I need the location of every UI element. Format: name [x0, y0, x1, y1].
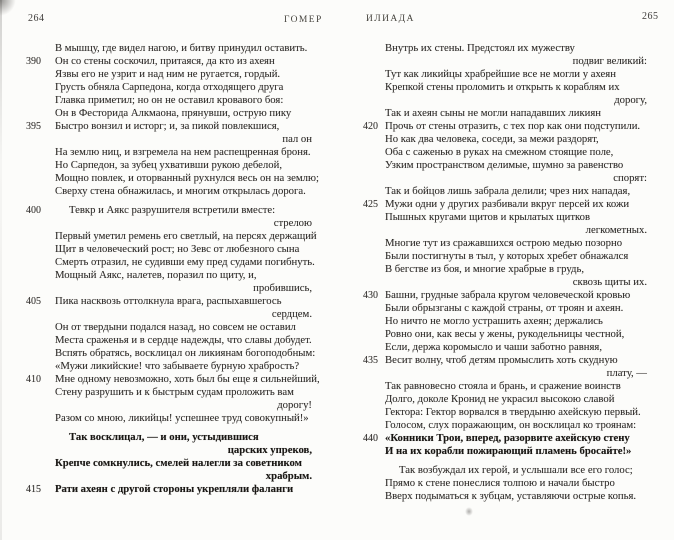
verse-text: Прямо к стене понеслися толпою и начали быстро — [385, 477, 615, 489]
poem-line — [26, 373, 320, 386]
poem-line — [26, 295, 312, 308]
poem-line — [55, 94, 312, 107]
page-edge-shadow — [0, 0, 2, 540]
verse-number: 435 — [363, 355, 378, 366]
poem-line — [55, 185, 312, 198]
poem-line — [55, 230, 317, 243]
verse-text: Пика насквозь оттолкнула врага, распыхавшегось — [55, 295, 282, 307]
verse-text: Пышных кругами щитов и крылатых щитков — [385, 211, 591, 223]
poem-line — [55, 386, 312, 399]
verse-text: Но ничто не могло устрашить ахеян; держались — [385, 315, 603, 327]
poem-line — [385, 172, 647, 185]
verse-text: Первый уметил ремень его светлый, на персях держащий — [55, 230, 317, 242]
poem-line — [55, 269, 312, 282]
poem-line — [385, 328, 647, 341]
verse-text: Голосом, слух поражающим, он восклицал ко троянам: — [385, 419, 637, 431]
verse-text: Весит волну, чтоб детям промыслить хоть скудную — [385, 354, 618, 366]
verse-text: дорогу! — [277, 399, 312, 411]
verse-text: Оба с саженью в руках на смежном стоящие поле, — [385, 146, 614, 158]
verse-text: Крепкой стены проломить и открыть к кораблям их — [385, 81, 620, 93]
verse-text: Рати ахеян с другой стороны укрепляли фаланги — [55, 483, 294, 495]
poem-line — [363, 289, 647, 302]
verse-text: Сверху стена обнажилась, и многим открылась дорога. — [55, 185, 306, 197]
poem-line — [55, 42, 312, 55]
poem-line — [385, 68, 647, 81]
verse-text: На землю ниц, и взгремела на нем распещренная броня. — [55, 146, 311, 158]
verse-text: Щит в человеческий рост; но Зевс от любезного сына — [55, 243, 300, 255]
poem-line — [385, 185, 647, 198]
poem-line — [55, 360, 312, 373]
poem-line — [385, 250, 647, 263]
verse-text: Башни, грудные забрала кругом человеческой кровью — [385, 289, 631, 301]
poem-line — [385, 107, 647, 120]
poem-line — [55, 334, 312, 347]
verse-text: плату, — — [606, 367, 647, 379]
verse-text: Узким пространством делимые, шумно за равенство — [385, 159, 624, 171]
verse-text: Он со стены соскочил, притаяся, да кто из ахеян — [55, 55, 275, 67]
poem-line — [385, 263, 647, 276]
poem-column-left — [26, 42, 320, 496]
poem-line — [385, 393, 647, 406]
verse-text: Гектора: Гектор ворвался в твердыню ахейскую первый. — [385, 406, 641, 418]
verse-text: «Мужи ликийские! что забываете бурную храбрость? — [55, 360, 300, 372]
poem-line — [385, 367, 647, 380]
verse-text: Тут как ликийцы храбрейшие все не могли у ахеян — [385, 68, 616, 80]
running-head-right: ИЛИАДА — [366, 14, 415, 24]
poem-line — [385, 464, 647, 477]
poem-line — [55, 159, 312, 172]
poem-line — [55, 399, 312, 412]
verse-text: спорят: — [613, 172, 647, 184]
verse-text: Язвы его не узрит и над ним не ругается, гордый. — [55, 68, 281, 80]
poem-line — [26, 120, 312, 133]
poem-line — [55, 133, 312, 146]
poem-line — [363, 120, 647, 133]
verse-number: 400 — [26, 205, 41, 216]
poem-line — [385, 406, 647, 419]
verse-text: пробившись, — [253, 282, 312, 294]
verse-text: «Конники Трои, вперед, разорвите ахейскую стену — [385, 432, 630, 444]
verse-text: Ровно они, как весы у жены, рукодельницы честной, — [385, 328, 625, 340]
verse-text: Так и бойцов лишь забрала делили; чрез них нападая, — [385, 185, 631, 197]
poem-line — [363, 198, 647, 211]
verse-text: Мощный Аякс, налетев, поразил по щиту, и, — [55, 269, 257, 281]
poem-line — [385, 237, 647, 250]
verse-text: Смерть отразил, не судивши ему пред судами погибнуть. — [55, 256, 315, 268]
poem-line — [385, 341, 647, 354]
poem-line — [385, 81, 647, 94]
verse-text: Он от твердыни подался назад, но совсем не оставил — [55, 321, 296, 333]
verse-text: стрелою — [273, 217, 312, 229]
poem-line — [55, 470, 312, 483]
verse-text: Так восклицал, — и они, устыдившися — [69, 431, 259, 443]
poem-line — [385, 490, 647, 503]
verse-text: Мощно повлек, и оторванный рухнулся весь он на землю; — [55, 172, 319, 184]
verse-text: Вспять обратясь, восклицал он ликиянам богоподобным: — [55, 347, 316, 359]
poem-line — [55, 146, 312, 159]
poem-column-right — [363, 42, 647, 503]
poem-line — [55, 308, 312, 321]
poem-line — [55, 172, 319, 185]
poem-line — [55, 321, 312, 334]
poem-line — [385, 55, 647, 68]
verse-text: Но Сарпедон, за зубец ухвативши рукою дебелой, — [55, 159, 282, 171]
verse-text: легкометных. — [585, 224, 647, 236]
verse-text: Но как два человека, соседи, за межи раздорят, — [385, 133, 599, 145]
verse-number: 410 — [26, 374, 41, 385]
verse-text: Так возбуждал их герой, и услышали все его голос; — [399, 464, 633, 476]
verse-text: сердцем. — [271, 308, 312, 320]
verse-text: Мне одному невозможно, хоть был бы еще я сильнейший, — [55, 373, 320, 385]
poem-line — [55, 282, 312, 295]
poem-line — [26, 483, 312, 496]
poem-line — [385, 211, 647, 224]
poem-line — [55, 68, 312, 81]
poem-line — [55, 444, 312, 457]
verse-text: Вверх подыматься к зубцам, уставляючи острые копья. — [385, 490, 637, 502]
verse-number: 420 — [363, 121, 378, 132]
verse-text: царских упреков, — [227, 444, 312, 456]
poem-line — [55, 243, 312, 256]
poem-line — [26, 55, 312, 68]
verse-text: В мышцу, где видел нагою, и битву принудил оставить. — [55, 42, 308, 54]
verse-text: Стену разрушить и к быстрым судам проложить вам — [55, 386, 294, 398]
verse-text: Так равновесно стояла и брань, и сражение воинств — [385, 380, 621, 392]
poem-line — [385, 380, 647, 393]
poem-line — [26, 204, 312, 217]
poem-line — [385, 42, 647, 55]
verse-text: Он в Фесторида Алкмаона, прянувши, острую пику — [55, 107, 292, 119]
verse-text: В бегстве из боя, и многие храбрые в грудь, — [385, 263, 584, 275]
verse-text: дорогу, — [614, 94, 647, 106]
poem-line — [363, 354, 647, 367]
poem-line — [385, 159, 647, 172]
verse-text: И на их корабли пожирающий пламень бросайте!» — [385, 445, 632, 457]
verse-text: Быстро вонзил и исторг; и, за пикой повлекшися, — [55, 120, 280, 132]
verse-text: Разом со мною, ликийцы! успешнее труд совокупный!» — [55, 412, 309, 424]
verse-number: 430 — [363, 290, 378, 301]
verse-text: Крепче сомкнулись, смелей налегли за советником — [55, 457, 302, 469]
page-number-left: 264 — [28, 13, 45, 24]
poem-line — [385, 477, 647, 490]
verse-text: Грусть обняла Сарпедона, когда отходящего друга — [55, 81, 284, 93]
verse-text: Главка приметил; но он не оставил кровавого боя: — [55, 94, 284, 106]
verse-number: 425 — [363, 199, 378, 210]
verse-text: Были обрызганы с каждой страны, от троян и ахеян. — [385, 302, 624, 314]
verse-number: 440 — [363, 433, 378, 444]
running-head-left: ГОМЕР — [284, 15, 323, 25]
poem-line — [55, 256, 315, 269]
verse-text: Многие тут из сражавшихся острою медью позорно — [385, 237, 623, 249]
poem-line — [55, 412, 312, 425]
verse-text: Так и ахеян сыны не могли нападавших ликиян — [385, 107, 602, 119]
verse-number: 405 — [26, 296, 41, 307]
verse-text: Внутрь их стены. Предстоял их мужеству — [385, 42, 575, 54]
verse-text: пал он — [282, 133, 312, 145]
poem-line — [55, 431, 312, 444]
verse-text: Если, держа коромысло и чаши заботно равняя, — [385, 341, 603, 353]
poem-line — [55, 457, 312, 470]
poem-line — [363, 432, 647, 445]
verse-text: Мужи одни у других разбивали вкруг персей их кожи — [385, 198, 630, 210]
page-number-right: 265 — [642, 11, 659, 22]
poem-line — [385, 315, 647, 328]
poem-line — [385, 419, 647, 432]
verse-text: Были постигнуты в тыл, у которых хребет обнажался — [385, 250, 629, 262]
poem-line — [55, 347, 316, 360]
poem-line — [385, 302, 647, 315]
poem-line — [55, 81, 312, 94]
verse-text: Места сраженья и в сердце надежды, что славы добудет. — [55, 334, 312, 346]
poem-line — [385, 276, 647, 289]
scan-smudge — [0, 0, 16, 16]
verse-number: 395 — [26, 121, 41, 132]
verse-text: подвиг великий: — [572, 55, 647, 67]
poem-line — [55, 217, 312, 230]
poem-line — [385, 133, 647, 146]
verse-text: Долго, доколе Кронид не украсил высокою славой — [385, 393, 615, 405]
verse-number: 415 — [26, 484, 41, 495]
verse-text: сквозь щиты их. — [572, 276, 647, 288]
verse-text: Тевкр и Аякс разрушителя встретили вместе: — [69, 204, 276, 216]
verse-text: храбрым. — [265, 470, 312, 482]
verse-number: 390 — [26, 56, 41, 67]
verse-text: Прочь от стены отразить, с тех пор как они подступили. — [385, 120, 641, 132]
poem-line — [55, 107, 312, 120]
poem-line — [385, 146, 647, 159]
scan-speck — [465, 507, 473, 516]
poem-line — [385, 445, 647, 458]
poem-line — [385, 224, 647, 237]
poem-line — [385, 94, 647, 107]
